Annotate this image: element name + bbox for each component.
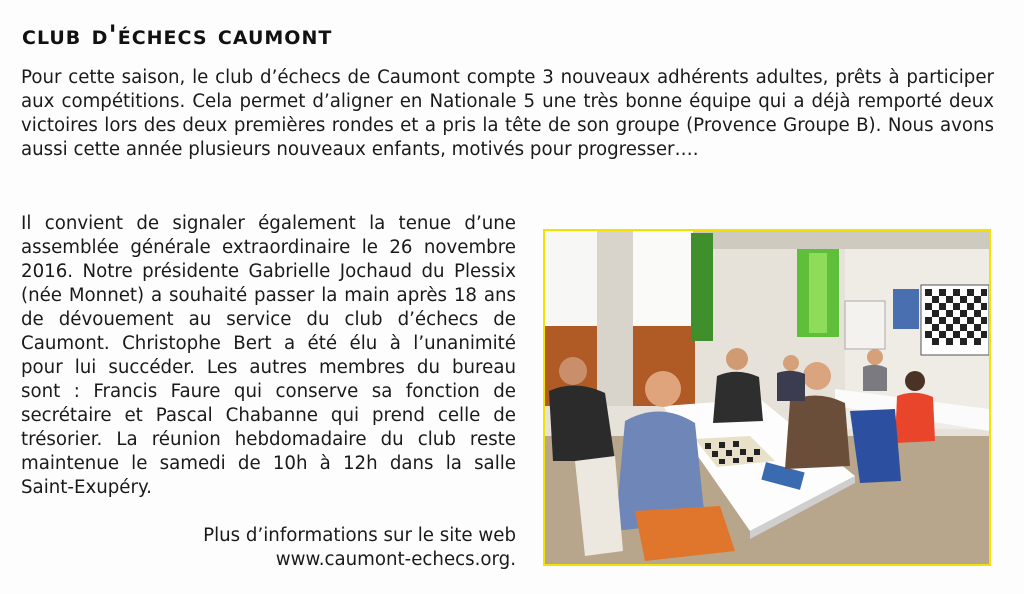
info-line: Plus d’informations sur le site web — [203, 525, 516, 546]
website-info — [203, 524, 516, 572]
intro-paragraph: Pour cette saison, le club d’échecs de Caumont compte 3 nouveaux adhérents adultes, prêts à participer aux compétitions. Cela permet d’aligner en Nationale 5 une très bonne équipe qui a déjà remporté deux victoires lors des deux premières rondes et a pris la tête de son groupe (Provence Groupe B). Nous avons aussi cette année plusieurs nouveaux enfants, motivés pour progresser…. — [21, 67, 994, 160]
chess-club-photo — [543, 229, 991, 566]
article-title: club d'échecs caumont — [22, 20, 333, 52]
photo-illustration — [545, 231, 989, 564]
body-paragraph: Il convient de signaler également la tenue d’une assemblée générale extraordinaire le 26 novembre 2016. Notre présidente Gabrielle Jochaud du Plessix (née Monnet) a souhaité passer la main après 18 ans de dévouement au service du club d’échecs de Caumont. Christophe Bert a été élu à l’unanimité pour lui succéder. Les autres membres du bureau sont : Francis Faure qui conserve sa fonction de secrétaire et Pascal Chabanne qui prend celle de trésorier. La réunion hebdomadaire du club reste maintenue le samedi de 10h à 12h dans la salle Saint-Exupéry. — [21, 213, 516, 498]
website-link[interactable]: www.caumont-echecs.org. — [275, 549, 516, 570]
